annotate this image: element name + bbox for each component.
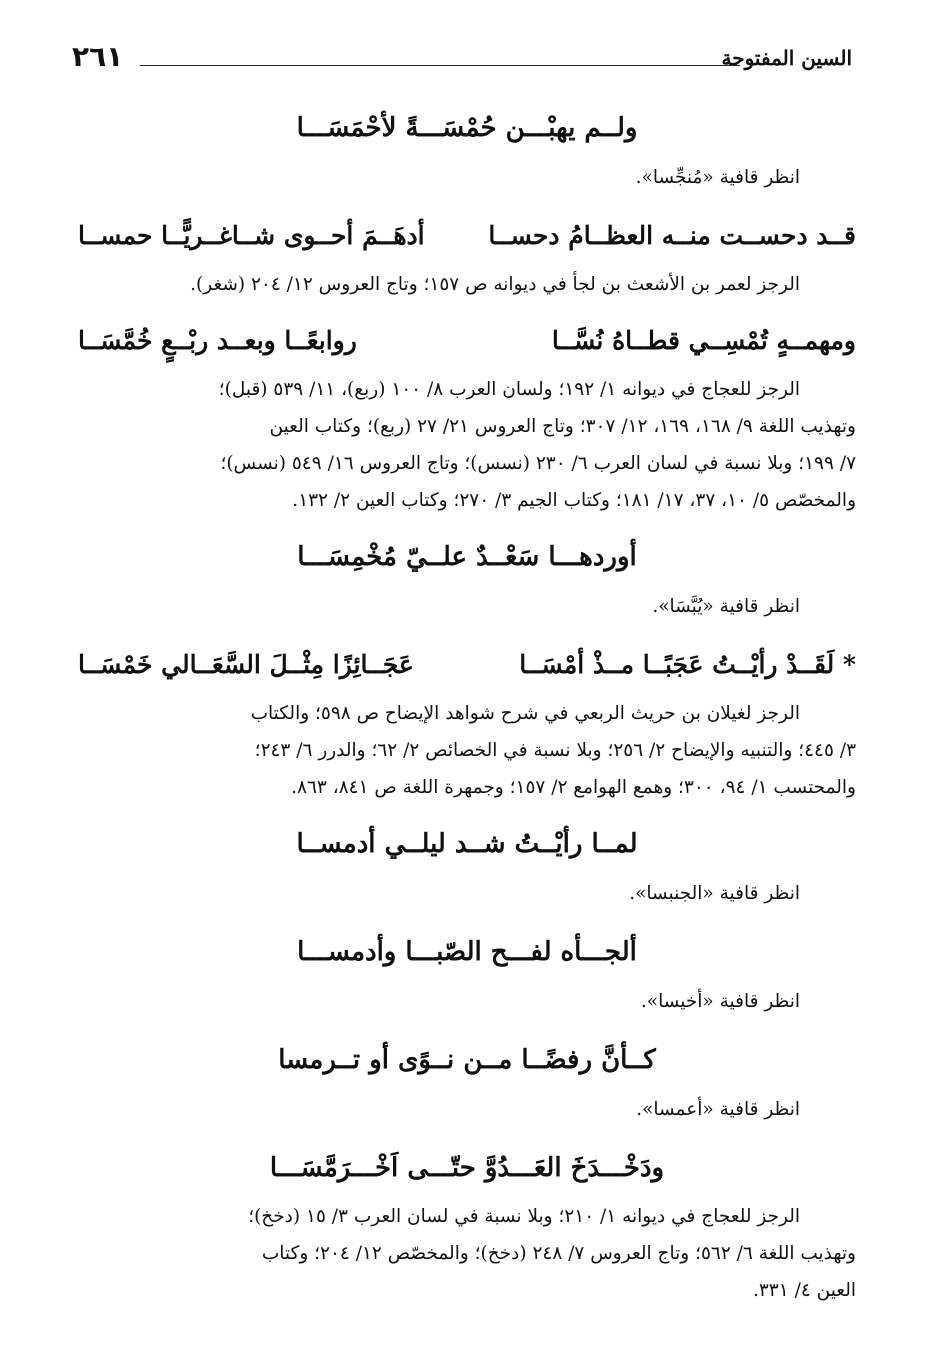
cross-reference: انظر قافية «أعمسا».	[636, 1099, 800, 1120]
header-rule	[140, 65, 740, 66]
entry	[78, 814, 856, 914]
source-citation	[78, 266, 856, 303]
entry	[78, 206, 856, 303]
first-hemistich: ومهمــهٍ تُمْسِــي قطــاهُ نُسَّــا	[551, 326, 856, 355]
verse	[78, 635, 856, 695]
verse: ودَخْـــدَخَ العَـــدُوَّ حتّـــى اَخْـــرَمَّسَـــا	[269, 1153, 665, 1183]
page-header	[72, 34, 852, 84]
citation-line: العين ٤/ ٣٣١.	[752, 1280, 856, 1301]
page-body	[78, 98, 856, 1309]
first-hemistich: * لَقَــدْ رأيْــتُ عَجَبًــا مــذْ أمْسَــا	[519, 650, 856, 679]
first-hemistich: قــد دحســت منــه العظــامُ دحســا	[488, 221, 856, 250]
citation-line: الرجز لعمر بن الأشعث بن لجأ في ديوانه ص ١٥٧؛ وتاج العروس ١٢/ ٢٠٤ (شغر).	[190, 274, 800, 295]
source-citation	[78, 371, 856, 519]
entry	[78, 635, 856, 806]
page-number: ٢٦١	[72, 40, 124, 73]
cross-reference: انظر قافية «أخيسا».	[640, 991, 800, 1012]
citation-line: الرجز لغيلان بن حريث الربعي في شرح شواهد الإيضاح ص ٥٩٨؛ والكتاب	[250, 703, 800, 724]
entry	[78, 527, 856, 627]
citation-line: الرجز للعجاج في ديوانه ١/ ٢١٠؛ وبلا نسبة في لسان العرب ٣/ ١٥ (دخخ)؛	[248, 1206, 800, 1227]
cross-reference: انظر قافية «الجنبسا».	[629, 883, 800, 904]
citation-line: والمخصّص ٥/ ١٠، ٣٧، ١٧/ ١٨١؛ وكتاب الجيم ٣/ ٢٧٠؛ وكتاب العين ٢/ ١٣٢.	[292, 490, 856, 511]
citation-line: ٧/ ١٩٩؛ وبلا نسبة في لسان العرب ٦/ ٢٣٠ (نسس)؛ وتاج العروس ١٦/ ٥٤٩ (نسس)؛	[220, 453, 856, 474]
second-hemistich: أدهَــمَ أحــوى شــاغــريًّــا حمســا	[78, 221, 425, 250]
verse: لمــا رأيْــتُ شــد ليلــي أدمســا	[296, 829, 638, 859]
source-citation	[78, 1198, 856, 1309]
source-citation	[78, 695, 856, 806]
entry	[78, 1138, 856, 1309]
running-head: السين المفتوحة	[721, 46, 852, 70]
verse	[78, 206, 856, 266]
verse: ألجـــأه لفـــح الصّبـــا وأدمســـا	[297, 937, 637, 967]
verse: كــأنَّ رفضًــا مــن نــوًى أو تــرمسا	[278, 1045, 656, 1075]
cross-reference: انظر قافية «مُنجِّسا».	[635, 167, 800, 188]
second-hemistich: عَجَــائِزًا مِثْــلَ السَّعَــالي خَمْسَــا	[78, 650, 414, 679]
entry	[78, 1030, 856, 1130]
second-hemistich: روابعًــا وبعــد ربْــعٍ خُمَّسَــا	[78, 326, 357, 355]
cross-reference: انظر قافية «يُبَّسَا».	[652, 596, 800, 617]
entry	[78, 98, 856, 198]
citation-line: والمحتسب ١/ ٩٤، ٣٠٠؛ وهمع الهوامع ٢/ ١٥٧؛ وجمهرة اللغة ص ٨٤١، ٨٦٣.	[291, 777, 856, 798]
verse: ولــم يهبْـــن حُمْسَـــةً لأحْمَسَـــا	[296, 113, 638, 143]
citation-line: وتهذيب اللغة ٦/ ٥٦٢؛ وتاج العروس ٧/ ٢٤٨ (دخخ)؛ والمخصّص ١٢/ ٢٠٤؛ وكتاب	[261, 1243, 856, 1264]
citation-line: الرجز للعجاج في ديوانه ١/ ١٩٢؛ ولسان العرب ٨/ ١٠٠ (ربع)، ١١/ ٥٣٩ (قبل)؛	[218, 379, 800, 400]
citation-line: وتهذيب اللغة ٩/ ١٦٨، ١٦٩، ١٢/ ٣٠٧؛ وتاج العروس ٢١/ ٢٧ (ربع)؛ وكتاب العين	[269, 416, 856, 437]
citation-line: ٣/ ٤٤٥؛ والتنبيه والإيضاح ٢/ ٢٥٦؛ وبلا نسبة في الخصائص ٢/ ٦٢؛ والدرر ٦/ ٢٤٣؛	[254, 740, 856, 761]
verse	[78, 311, 856, 371]
entry	[78, 311, 856, 519]
verse: أوردهـــا سَعْــدٌ علــيّ مُخْمِسَـــا	[297, 542, 637, 572]
entry	[78, 922, 856, 1022]
